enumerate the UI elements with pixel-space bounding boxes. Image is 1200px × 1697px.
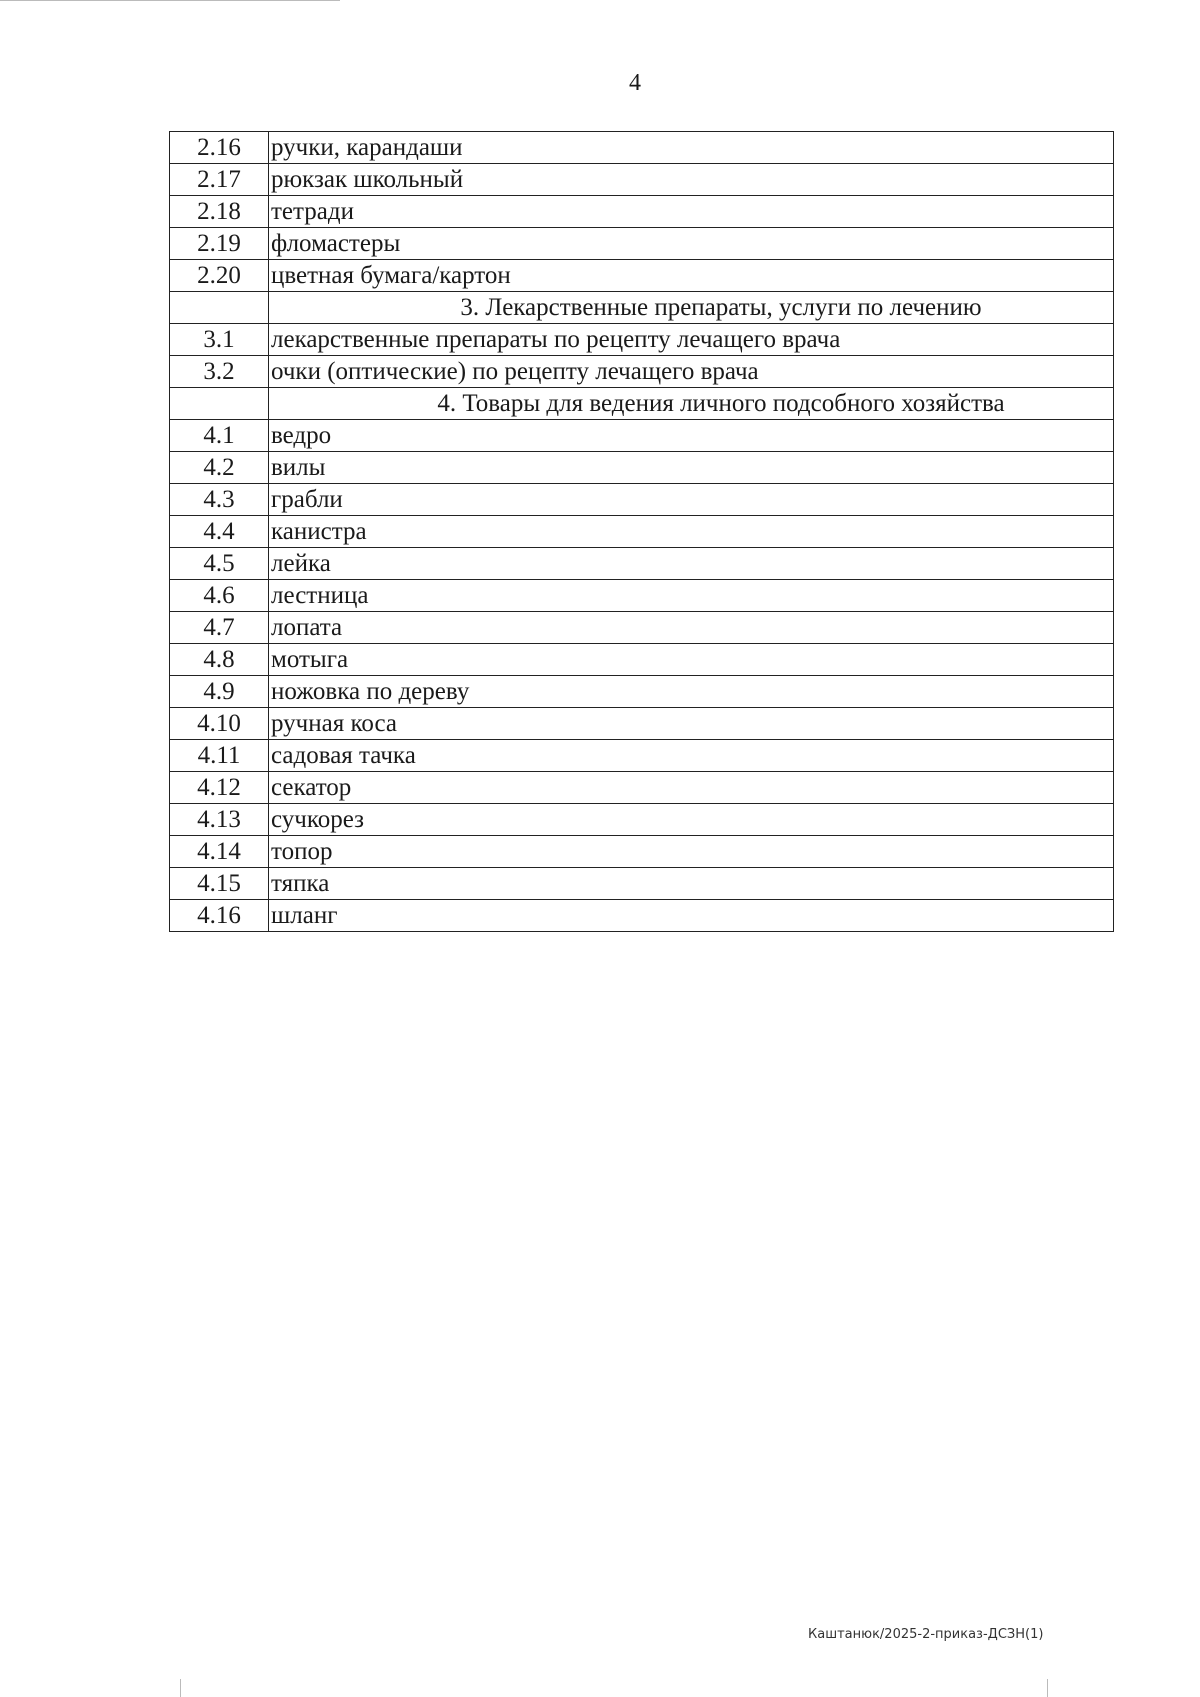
table-row [170, 516, 1114, 548]
row-number: 2.16 [170, 132, 269, 164]
row-item-name: грабли [269, 484, 1114, 516]
table-row [170, 804, 1114, 836]
row-item-name: ручная коса [269, 708, 1114, 740]
section-heading: 3. Лекарственные препараты, услуги по лечению [269, 292, 1114, 324]
row-item-name: канистра [269, 516, 1114, 548]
table-row [170, 164, 1114, 196]
table-row [170, 260, 1114, 292]
row-item-name: шланг [269, 900, 1114, 932]
row-item-name: топор [269, 836, 1114, 868]
row-item-name: лестница [269, 580, 1114, 612]
row-item-name: ручки, карандаши [269, 132, 1114, 164]
table-row [170, 676, 1114, 708]
scan-edge-line [0, 0, 340, 1]
row-item-name: тяпка [269, 868, 1114, 900]
row-number: 2.19 [170, 228, 269, 260]
row-number: 4.7 [170, 612, 269, 644]
row-item-name: садовая тачка [269, 740, 1114, 772]
row-number: 4.2 [170, 452, 269, 484]
row-number: 3.2 [170, 356, 269, 388]
table-row [170, 644, 1114, 676]
row-item-name: лопата [269, 612, 1114, 644]
row-item-name: лейка [269, 548, 1114, 580]
items-table [169, 131, 1114, 932]
row-number: 4.6 [170, 580, 269, 612]
row-number: 2.17 [170, 164, 269, 196]
row-number: 4.16 [170, 900, 269, 932]
table-row [170, 484, 1114, 516]
row-number: 2.20 [170, 260, 269, 292]
table-row [170, 452, 1114, 484]
table-row [170, 836, 1114, 868]
row-number [170, 388, 269, 420]
table-row [170, 740, 1114, 772]
table-row [170, 356, 1114, 388]
table-row [170, 612, 1114, 644]
section-row [170, 388, 1114, 420]
row-item-name: сучкорез [269, 804, 1114, 836]
table-row [170, 196, 1114, 228]
row-number: 4.5 [170, 548, 269, 580]
row-number: 4.12 [170, 772, 269, 804]
row-item-name: рюкзак школьный [269, 164, 1114, 196]
row-item-name: секатор [269, 772, 1114, 804]
section-heading: 4. Товары для ведения личного подсобного хозяйства [269, 388, 1114, 420]
table-row [170, 900, 1114, 932]
table-row [170, 228, 1114, 260]
row-item-name: тетради [269, 196, 1114, 228]
row-item-name: цветная бумага/картон [269, 260, 1114, 292]
scan-mark-right [1047, 1679, 1048, 1697]
scan-mark-left [180, 1679, 181, 1697]
row-item-name: ножовка по дереву [269, 676, 1114, 708]
row-number: 4.14 [170, 836, 269, 868]
items-table-body [170, 132, 1114, 932]
table-row [170, 420, 1114, 452]
table-row [170, 132, 1114, 164]
row-number: 4.11 [170, 740, 269, 772]
row-item-name: вилы [269, 452, 1114, 484]
row-number: 4.4 [170, 516, 269, 548]
row-number: 4.9 [170, 676, 269, 708]
row-number: 4.1 [170, 420, 269, 452]
table-row [170, 708, 1114, 740]
document-footer: Каштанюк/2025-2-приказ-ДСЗН(1) [808, 1627, 1044, 1642]
row-item-name: мотыга [269, 644, 1114, 676]
row-number: 4.10 [170, 708, 269, 740]
row-number: 4.3 [170, 484, 269, 516]
row-number: 3.1 [170, 324, 269, 356]
table-row [170, 580, 1114, 612]
row-number: 4.8 [170, 644, 269, 676]
row-number [170, 292, 269, 324]
table-row [170, 548, 1114, 580]
row-item-name: лекарственные препараты по рецепту лечащего врача [269, 324, 1114, 356]
row-number: 4.13 [170, 804, 269, 836]
table-row [170, 868, 1114, 900]
row-number: 4.15 [170, 868, 269, 900]
table-row [170, 772, 1114, 804]
row-item-name: очки (оптические) по рецепту лечащего врача [269, 356, 1114, 388]
table-row [170, 324, 1114, 356]
row-number: 2.18 [170, 196, 269, 228]
section-row [170, 292, 1114, 324]
page-number: 4 [629, 70, 641, 96]
row-item-name: ведро [269, 420, 1114, 452]
row-item-name: фломастеры [269, 228, 1114, 260]
